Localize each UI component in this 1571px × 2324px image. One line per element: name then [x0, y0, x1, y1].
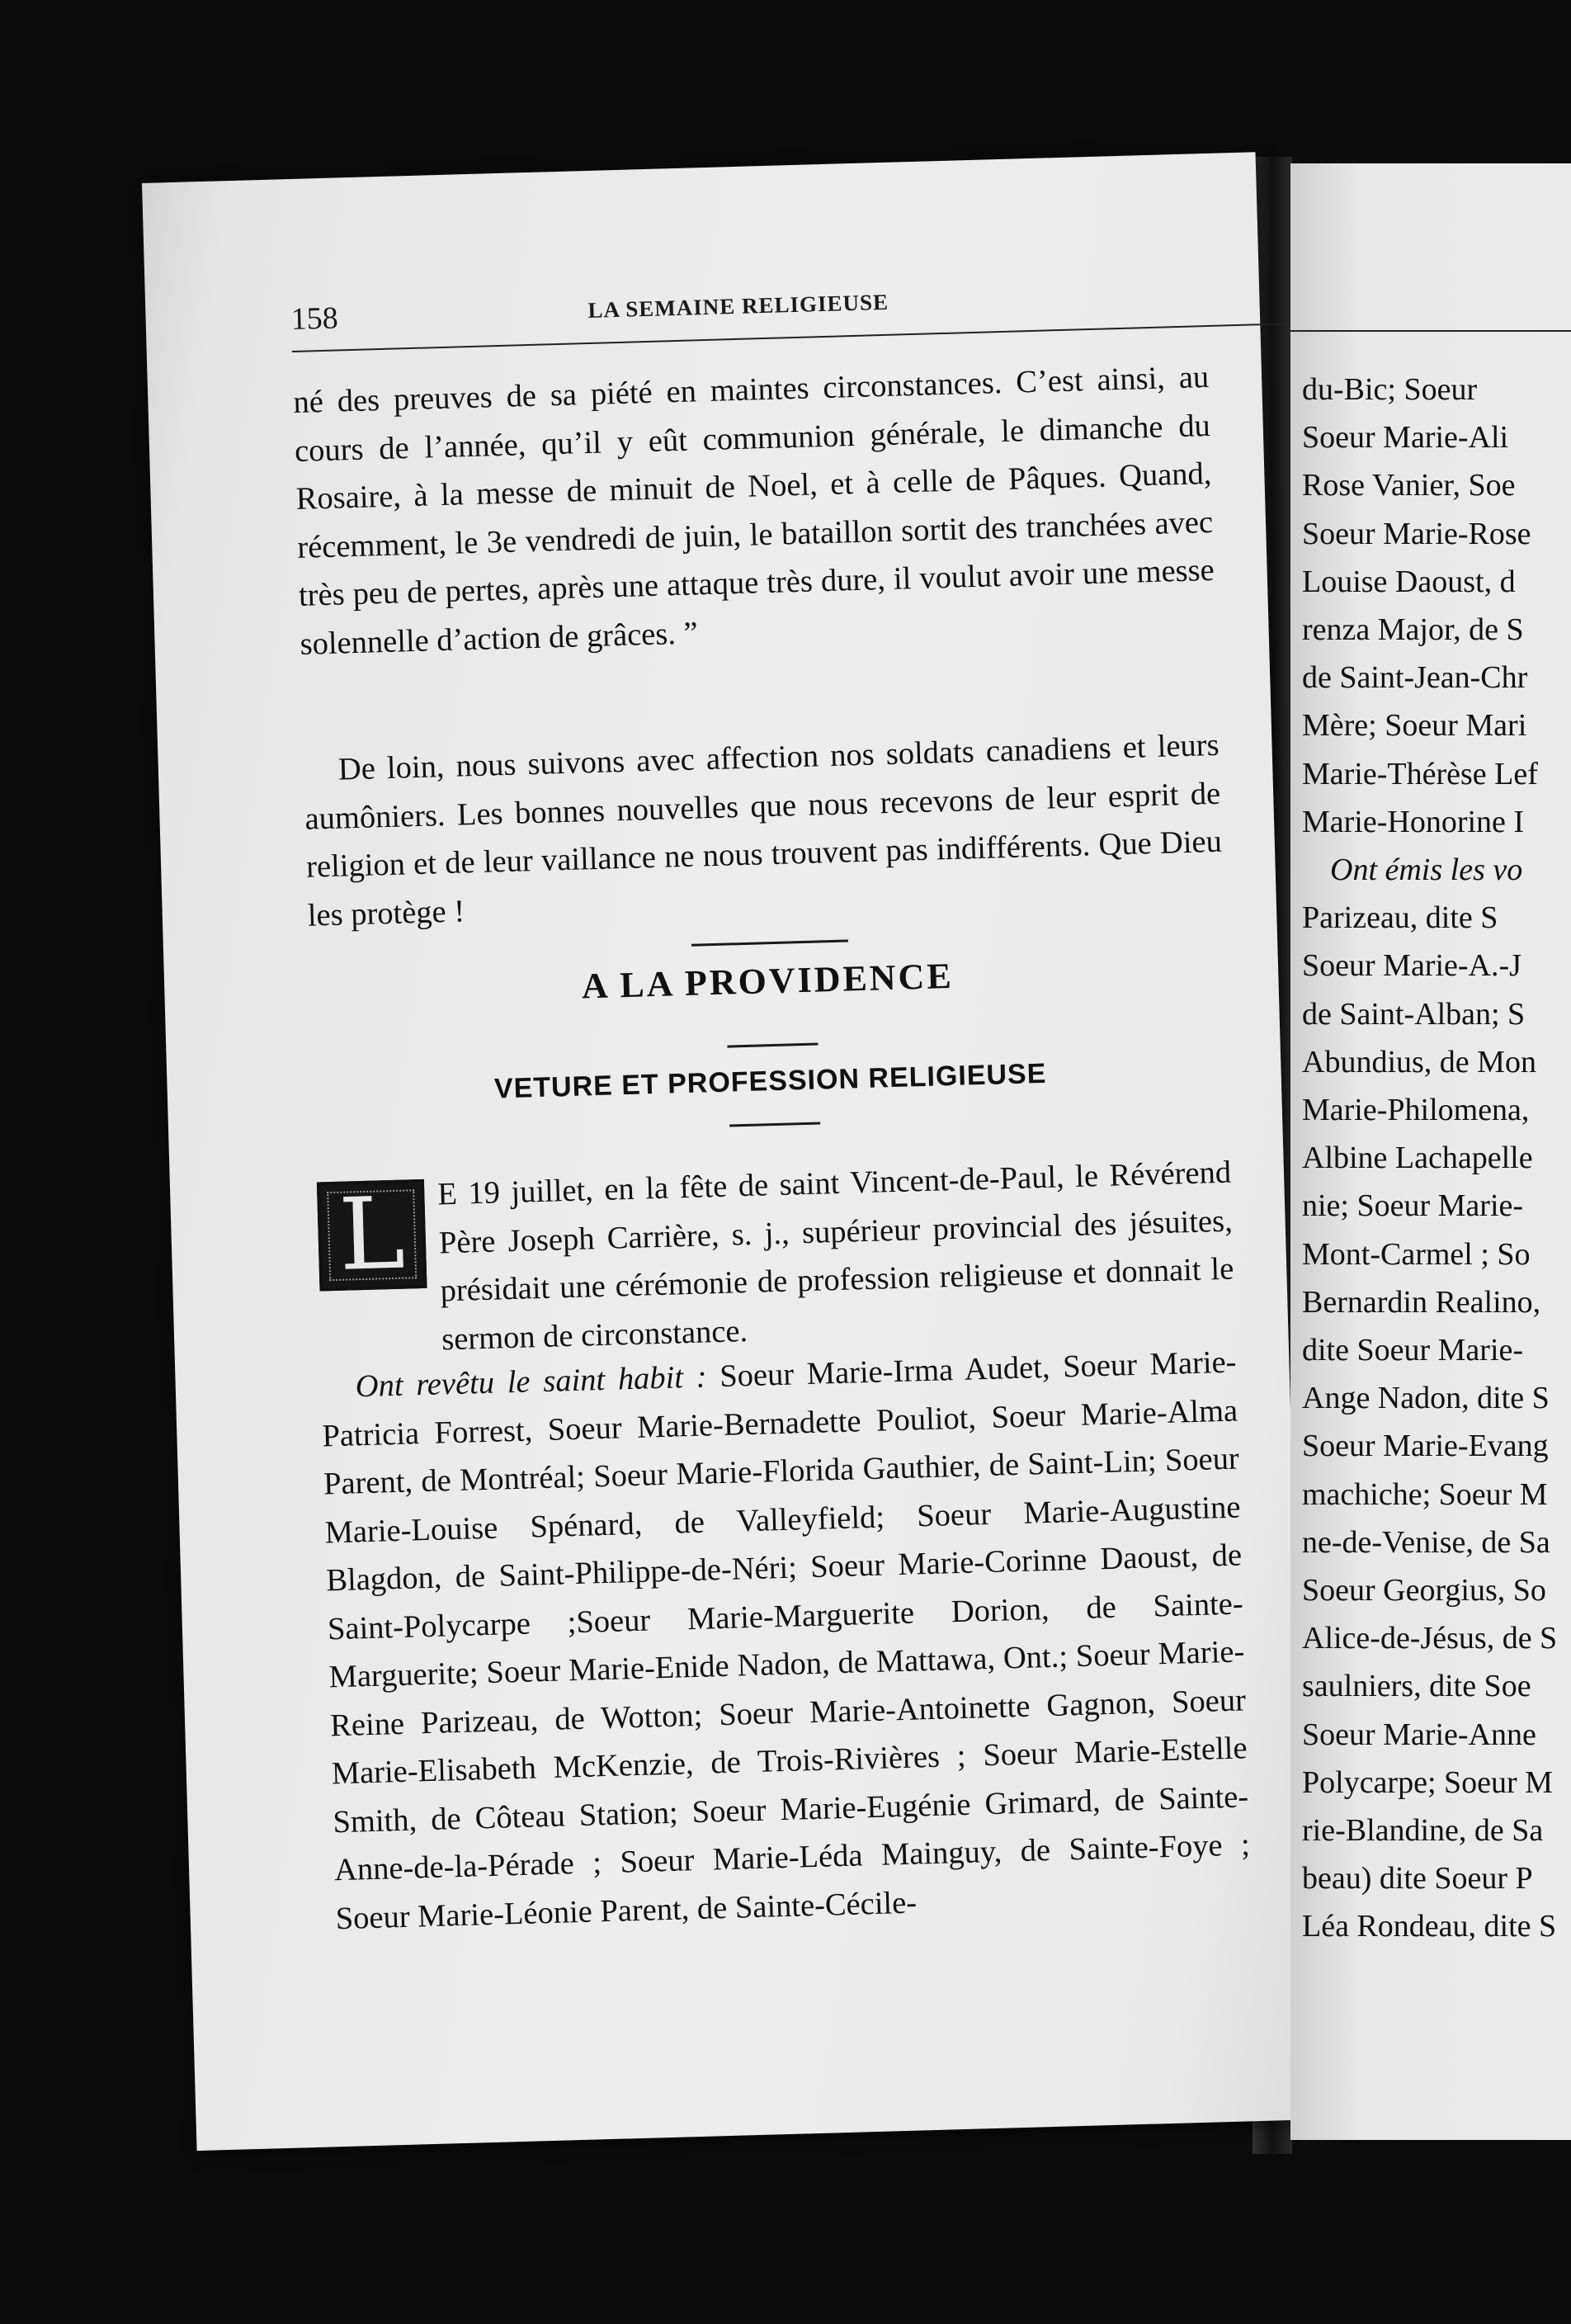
sub-title: VETURE ET PROFESSION RELIGIEUSE	[493, 1057, 1047, 1105]
right-page-line: Bernardin Realino,	[1302, 1284, 1541, 1320]
paragraph-4	[320, 1339, 1252, 1944]
right-page-line: nie; Soeur Marie-	[1302, 1188, 1524, 1224]
right-page-line: Mère; Soeur Mari	[1302, 708, 1527, 744]
right-page-line: Soeur Marie-A.-J	[1302, 948, 1521, 984]
right-page-line: Ange Nadon, dite S	[1302, 1381, 1550, 1416]
right-page-line: Albine Lachapelle	[1302, 1141, 1533, 1176]
right-page-line: Soeur Marie-Ali	[1302, 420, 1509, 456]
paragraph-2: De loin, nous suivons avec affection nos soldats canadiens et leurs aumôniers. Les bonnes nouvelles que nous recevons de leur esprit de religion et de leur vaillance ne nous trouvent pas indifférents. Que Dieu les protège !	[304, 727, 1223, 933]
divider-rule	[727, 1043, 818, 1048]
right-page-line: dite Soeur Marie-	[1302, 1333, 1524, 1367]
right-page-line: rie-Blandine, de Sa	[1302, 1813, 1544, 1848]
paragraph-4-body: Soeur Marie-Irma Audet, Soeur Marie-Patricia Forrest, Soeur Marie-Bernadette Pouliot, Soeur Marie-Alma Parent, de Montréal; Soeur Marie-Florida Gauthier, de Saint-Lin; Soeur Marie-Louise Spénard, de Valleyfield; Soeur Marie-Augustine Blagdon, de Saint-Philippe-de-Néri; Soeur Marie-Corinne Daoust, de Saint-Polycarpe ;Soeur Marie-Marguerite Dorion, de Sainte-Marguerite; Soeur Marie-Enide Nadon, de Mattawa, Ont.; Soeur Marie-Reine Parizeau, de Wotton; Soeur Marie-Antoinette Gagnon, Soeur Marie-Elisabeth McKenzie, de Trois-Rivières ; Soeur Marie-Estelle Smith, de Côteau Station; Soeur Marie-Eugénie Grimard, de Sainte-Anne-de-la-Pérade ; Soeur Marie-Léda Mainguy, de Sainte-Foye ; Soeur Marie-Léonie Parent, de Sainte-Cécile-	[321, 1344, 1251, 1936]
right-page-line: Ont émis les vo	[1330, 853, 1523, 887]
section-title: A LA PROVIDENCE	[581, 955, 955, 1007]
right-page-line: beau) dite Soeur P	[1302, 1861, 1533, 1897]
right-page-line: saulniers, dite Soe	[1302, 1669, 1531, 1704]
right-page-line: Rose Vanier, Soe	[1302, 468, 1516, 503]
right-page-line: Parizeau, dite S	[1302, 900, 1498, 936]
right-page-line: Marie-Philomena,	[1302, 1093, 1530, 1127]
right-page-line: Mont-Carmel ; So	[1302, 1236, 1531, 1272]
right-page-line: Marie-Thérèse Lef	[1302, 756, 1538, 791]
left-page	[142, 152, 1310, 2151]
right-page-line: Soeur Marie-Evang	[1302, 1429, 1549, 1464]
right-page-line: Soeur Marie-Anne	[1302, 1717, 1536, 1752]
right-page-line: machiche; Soeur M	[1302, 1476, 1548, 1512]
paragraph-3	[315, 1149, 1236, 1367]
page-number: 158	[290, 300, 339, 338]
right-page-line: Soeur Georgius, So	[1302, 1573, 1546, 1608]
right-page-line: Louise Daoust, d	[1302, 564, 1516, 599]
right-page	[1290, 163, 1571, 2140]
divider-rule	[691, 939, 848, 946]
paragraph-1: né des preuves de sa piété en maintes circonstances. C’est ainsi, au cours de l’année, qu’il y eût communion générale, le dimanche du Rosaire, à la messe de minuit de Noel, et à celle de Pâques. Quand, récemment, le 3e vendredi de juin, le bataillon sortit des tranchées avec très peu de pertes, après une attaque très dure, il voulut avoir une messe solennelle d’action de grâces. ”	[292, 359, 1215, 662]
right-page-line: Marie-Honorine I	[1302, 804, 1525, 839]
running-title: LA SEMAINE RELIGIEUSE	[587, 289, 889, 323]
right-page-line: Léa Rondeau, dite S	[1302, 1909, 1557, 1944]
right-page-line: ne-de-Venise, de Sa	[1302, 1524, 1550, 1560]
right-page-line: Soeur Marie-Rose	[1302, 516, 1531, 551]
right-page-line: Abundius, de Mon	[1302, 1044, 1536, 1079]
right-page-line: de Saint-Alban; S	[1302, 996, 1526, 1032]
page-header	[290, 272, 1339, 352]
divider-rule	[729, 1122, 820, 1127]
paragraph-4-lead: Ont revêtu le saint habit :	[355, 1359, 708, 1405]
drop-cap-ornament: L	[317, 1179, 427, 1292]
right-page-line: Polycarpe; Soeur M	[1302, 1764, 1553, 1800]
right-page-line: renza Major, de S	[1302, 612, 1524, 647]
right-page-line: de Saint-Jean-Chr	[1302, 660, 1528, 696]
paragraph-3-text: E 19 juillet, en la fête de saint Vincent-de-Paul, le Révérend Père Joseph Carrière, s. j., supérieur provincial des jésuites, présidait une cérémonie de profession religieuse et donnait le sermon de circonstance.	[436, 1155, 1234, 1357]
right-page-header-rule	[1290, 330, 1571, 332]
right-page-line: du-Bic; Soeur	[1302, 372, 1478, 407]
right-page-line: Alice-de-Jésus, de S	[1302, 1621, 1558, 1656]
